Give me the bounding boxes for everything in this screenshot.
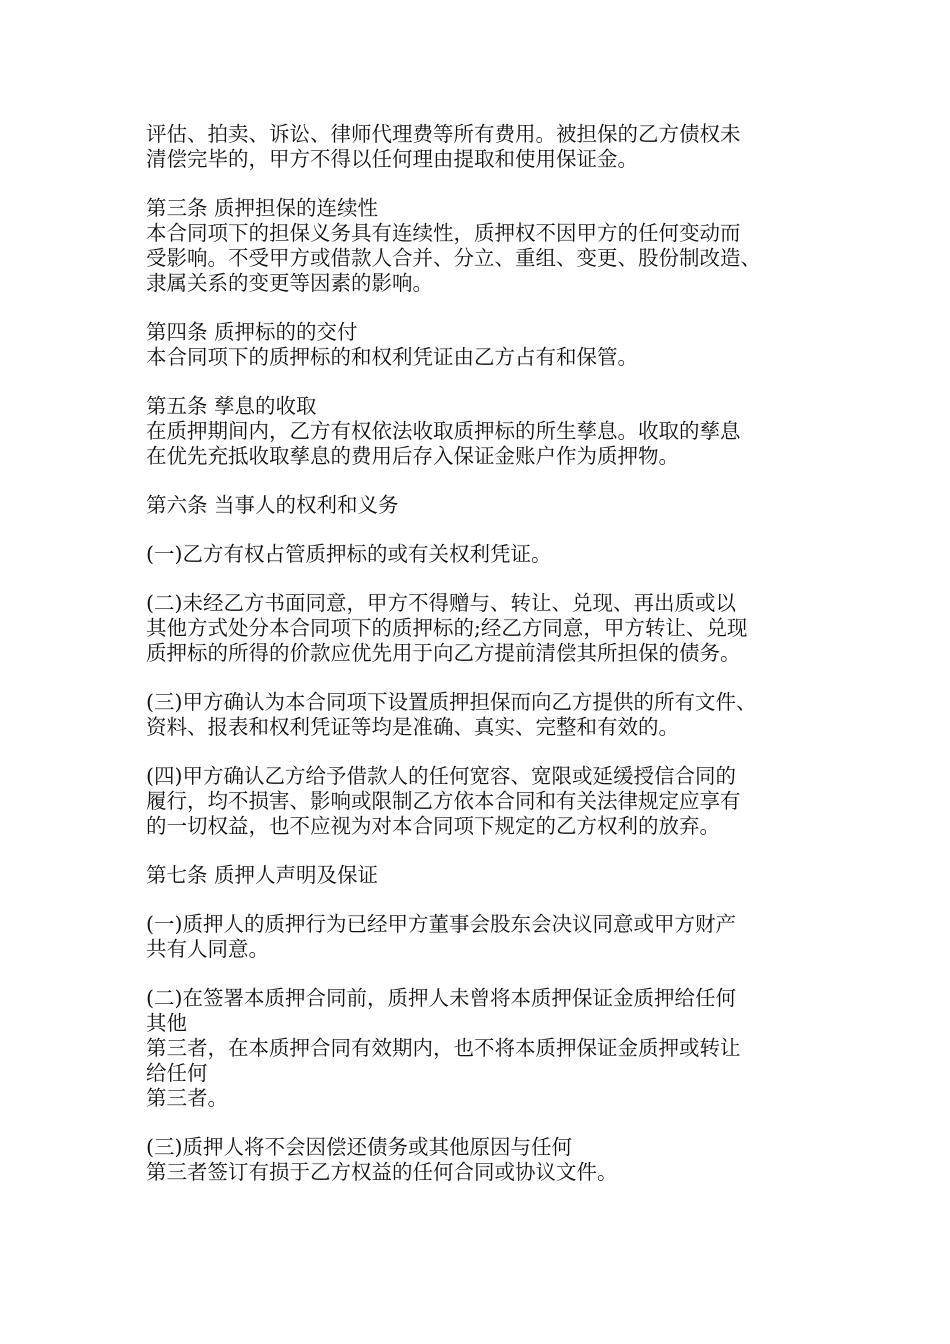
paragraph: [146, 542, 826, 567]
paragraph: [146, 690, 826, 740]
text-line: 质押标的所得的价款应优先用于向乙方提前清偿其所担保的债务。: [146, 641, 741, 665]
text-line: 在质押期间内，乙方有权依法收取质押标的所生孳息。收取的孳息: [146, 419, 741, 443]
text-line: 给任何: [146, 1061, 208, 1085]
paragraph: [146, 863, 826, 888]
text-line: (四)甲方确认乙方给予借款人的任何宽容、宽限或延缓授信合同的: [146, 764, 736, 788]
text-line: 第三者，在本质押合同有效期内，也不将本质押保证金质押或转让: [146, 1036, 741, 1060]
text-line: 其他: [146, 1011, 187, 1035]
text-line: 履行，均不损害、影响或限制乙方依本合同和有关法律规定应享有: [146, 789, 741, 813]
text-line: (二)未经乙方书面同意，甲方不得赠与、转让、兑现、再出质或以: [146, 591, 736, 615]
text-line: 的一切权益，也不应视为对本合同项下规定的乙方权利的放弃。: [146, 814, 720, 838]
paragraph: [146, 320, 826, 370]
text-line: (二)在签署本质押合同前，质押人未曾将本质押保证金质押给任何: [146, 986, 736, 1010]
text-line: (三)甲方确认为本合同项下设置质押担保而向乙方提供的所有文件、: [146, 690, 757, 714]
text-line: 清偿完毕的，甲方不得以任何理由提取和使用保证金。: [146, 147, 638, 171]
text-line: (一)质押人的质押行为已经甲方董事会股东会决议同意或甲方财产: [146, 912, 736, 936]
paragraph: [146, 196, 826, 296]
paragraph: [146, 912, 826, 962]
text-line: 本合同项下的担保义务具有连续性，质押权不因甲方的任何变动而: [146, 221, 741, 245]
paragraph: [146, 591, 826, 666]
text-line: 隶属关系的变更等因素的影响。: [146, 271, 433, 295]
text-line: 第三者签订有损于乙方权益的任何合同或协议文件。: [146, 1160, 618, 1184]
text-line: (三)质押人将不会因偿还债务或其他原因与任何: [146, 1135, 572, 1159]
text-line: 第五条 孳息的收取: [146, 394, 317, 418]
paragraph: [146, 122, 826, 172]
text-line: (一)乙方有权占管质押标的或有关权利凭证。: [146, 542, 552, 566]
paragraph: [146, 493, 826, 518]
paragraph: [146, 1135, 826, 1185]
text-line: 第三者。: [146, 1086, 228, 1110]
text-line: 本合同项下的质押标的和权利凭证由乙方占有和保管。: [146, 345, 638, 369]
document-page: [146, 122, 826, 1209]
text-line: 受影响。不受甲方或借款人合并、分立、重组、变更、股份制改造、: [146, 246, 761, 270]
text-line: 资料、报表和权利凭证等均是准确、真实、完整和有效的。: [146, 715, 679, 739]
text-line: 共有人同意。: [146, 937, 269, 961]
text-line: 其他方式处分本合同项下的质押标的;经乙方同意，甲方转让、兑现: [146, 616, 748, 640]
paragraph: [146, 764, 826, 839]
text-line: 第四条 质押标的的交付: [146, 320, 358, 344]
text-line: 第六条 当事人的权利和义务: [146, 493, 399, 517]
text-line: 第三条 质押担保的连续性: [146, 196, 379, 220]
text-line: 第七条 质押人声明及保证: [146, 863, 379, 887]
text-line: 评估、拍卖、诉讼、律师代理费等所有费用。被担保的乙方债权未: [146, 122, 741, 146]
text-line: 在优先充抵收取孳息的费用后存入保证金账户作为质押物。: [146, 444, 679, 468]
paragraph: [146, 394, 826, 469]
paragraph: [146, 986, 826, 1111]
